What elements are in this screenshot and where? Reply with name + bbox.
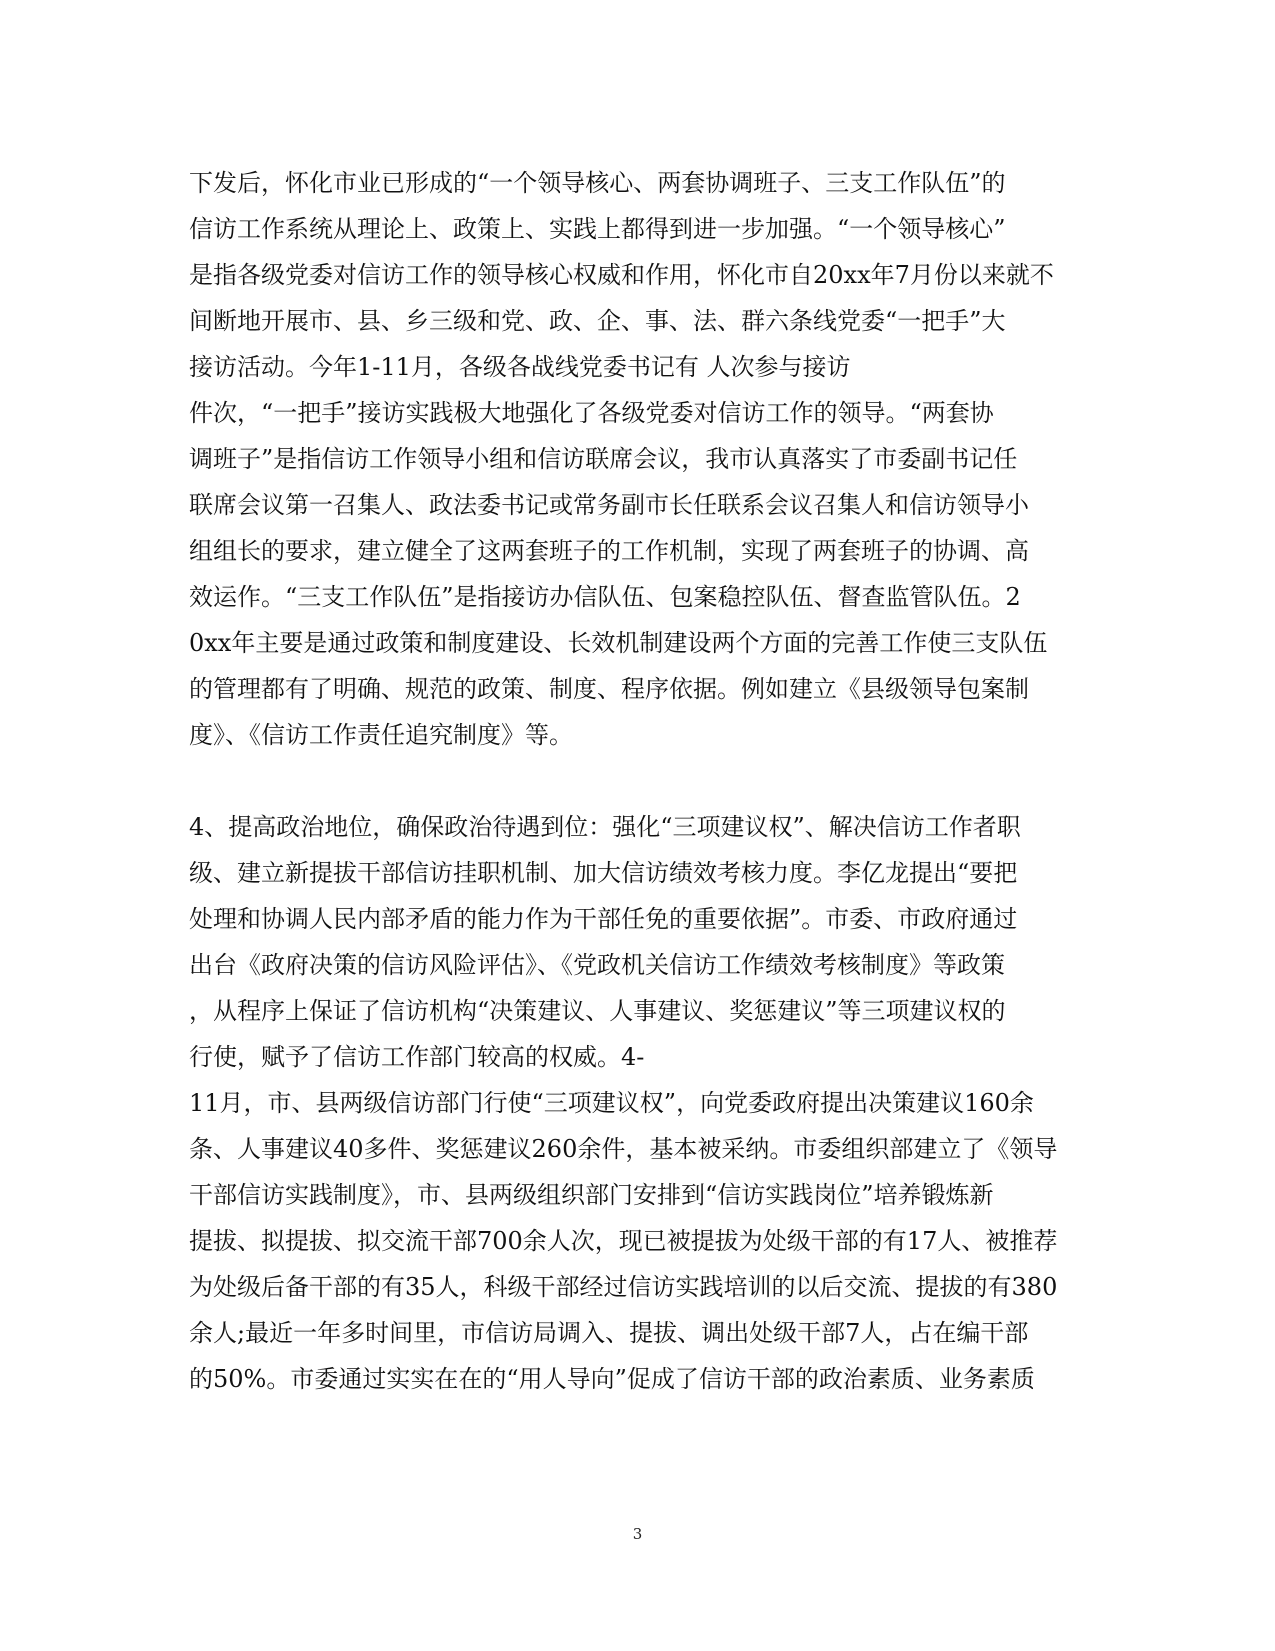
- text-line: 行使，赋予了信访工作部门较高的权威。4-: [189, 1043, 645, 1071]
- text-line: 提拔、拟提拔、拟交流干部700余人次，现已被提拔为处级干部的有17人、被推荐: [189, 1227, 1058, 1255]
- text-line: 干部信访实践制度》，市、县两级组织部门安排到“信访实践岗位”培养锻炼新: [189, 1181, 994, 1209]
- text-line: 4、提高政治地位，确保政治待遇到位：强化“三项建议权”、解决信访工作者职: [189, 813, 1021, 841]
- text-line: 接访活动。今年1-11月，各级各战线党委书记有 人次参与接访: [189, 353, 851, 381]
- text-line: 调班子”是指信访工作领导小组和信访联席会议，我市认真落实了市委副书记任: [189, 445, 1018, 473]
- text-line: 联席会议第一召集人、政法委书记或常务副市长任联系会议召集人和信访领导小: [189, 491, 1029, 519]
- text-line: 处理和协调人民内部矛盾的能力作为干部任免的重要依据”。市委、市政府通过: [189, 905, 1018, 933]
- text-line: 的管理都有了明确、规范的政策、制度、程序依据。例如建立《县级领导包案制: [189, 675, 1029, 703]
- text-line: 余人;最近一年多时间里，市信访局调入、提拔、调出处级干部7人，占在编干部: [189, 1319, 1029, 1347]
- text-line: 是指各级党委对信访工作的领导核心权威和作用，怀化市自20xx年7月份以来就不: [189, 261, 1054, 289]
- text-line: 为处级后备干部的有35人，科级干部经过信访实践培训的以后交流、提拔的有380: [189, 1273, 1058, 1301]
- text-line: 件次，“一把手”接访实践极大地强化了各级党委对信访工作的领导。“两套协: [189, 399, 994, 427]
- text-line: 效运作。“三支工作队伍”是指接访办信队伍、包案稳控队伍、督查监管队伍。2: [189, 583, 1021, 611]
- text-line: 11月，市、县两级信访部门行使“三项建议权”，向党委政府提出决策建议160余: [189, 1089, 1034, 1117]
- text-line: 级、建立新提拔干部信访挂职机制、加大信访绩效考核力度。李亿龙提出“要把: [189, 859, 1018, 887]
- text-line: 0xx年主要是通过政策和制度建设、长效机制建设两个方面的完善工作使三支队伍: [189, 629, 1048, 657]
- page-number: 3: [632, 1525, 643, 1543]
- text-line: 的50%。市委通过实实在在的“用人导向”促成了信访干部的政治素质、业务素质: [189, 1365, 1035, 1393]
- text-line: 信访工作系统从理论上、政策上、实践上都得到进一步加强。“一个领导核心”: [189, 215, 1006, 243]
- text-line: ，从程序上保证了信访机构“决策建议、人事建议、奖惩建议”等三项建议权的: [189, 997, 1006, 1025]
- text-line: 组组长的要求，建立健全了这两套班子的工作机制，实现了两套班子的协调、高: [189, 537, 1029, 565]
- text-line: 间断地开展市、县、乡三级和党、政、企、事、法、群六条线党委“一把手”大: [189, 307, 1006, 335]
- text-line: 下发后，怀化市业已形成的“一个领导核心、两套协调班子、三支工作队伍”的: [189, 169, 1006, 197]
- text-line: 条、人事建议40多件、奖惩建议260余件，基本被采纳。市委组织部建立了《领导: [189, 1135, 1058, 1163]
- text-line: 度》、《信访工作责任追究制度》等。: [189, 721, 573, 749]
- text-line: 出台《政府决策的信访风险评估》、《党政机关信访工作绩效考核制度》等政策: [189, 951, 1005, 979]
